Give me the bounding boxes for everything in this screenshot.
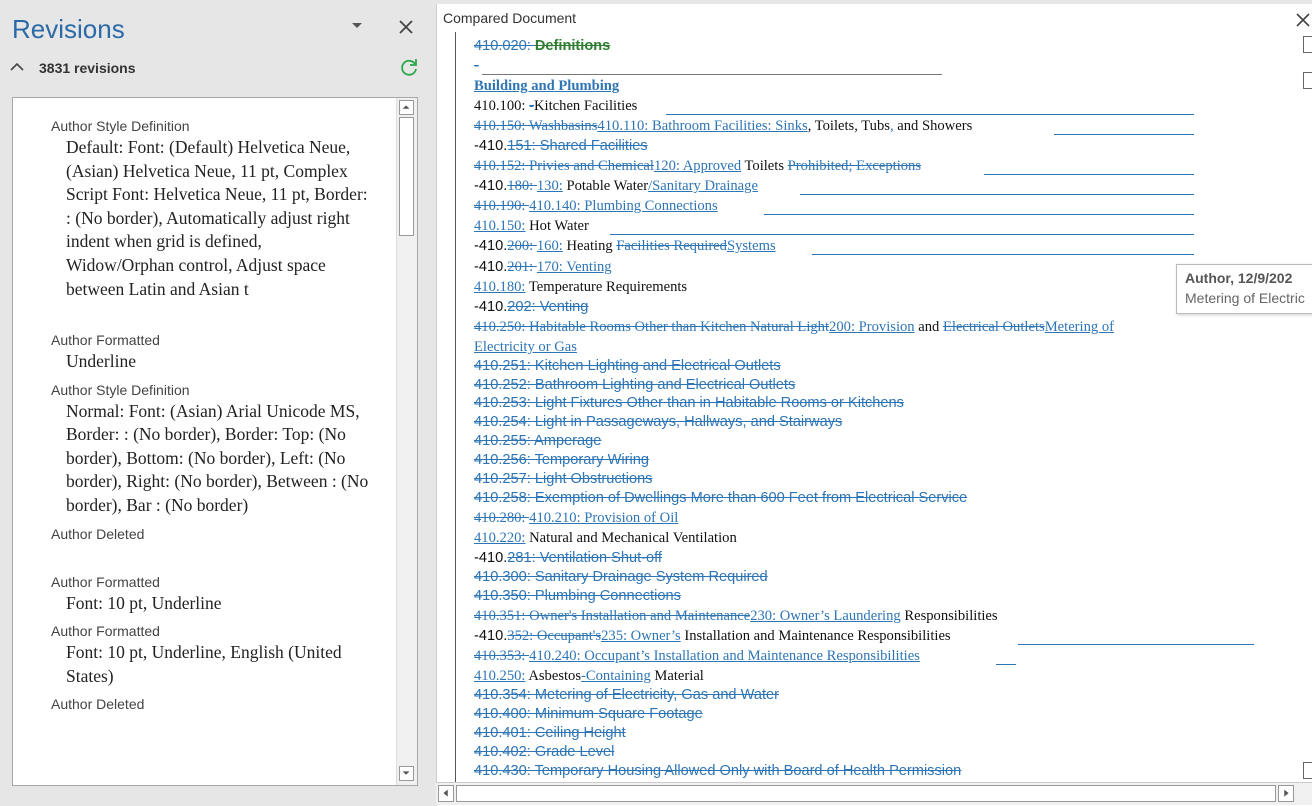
inserted-text: 410.110: Bathroom Facilities: Sinks [597, 118, 808, 134]
deleted-text: 410.150: Washbasins [474, 118, 598, 134]
doc-line [474, 761, 961, 781]
rule-line [812, 254, 1194, 255]
deleted-text: - [474, 58, 479, 74]
deleted-text: 410.250: Habitable Rooms Other than Kitchen Natural Light [474, 319, 830, 335]
revisions-list[interactable] [12, 97, 418, 786]
doc-line [474, 236, 776, 256]
collapse-chevron-icon[interactable] [8, 58, 26, 76]
doc-line [474, 257, 612, 277]
revision-author-action: Author Formatted [51, 623, 160, 640]
deleted-text: 410.020: [474, 38, 535, 54]
revision-detail: Font: 10 pt, Underline, English (United States) [66, 642, 342, 686]
deleted-text: 410.300: Sanitary Drainage System Required [474, 569, 768, 585]
deleted-text: 151: Shared Facilities [507, 138, 648, 154]
inserted-text: -Containing [581, 668, 651, 684]
inserted-text: Metering of [1044, 319, 1114, 335]
text: Natural and Mechanical Ventilation [525, 530, 737, 546]
scroll-up-icon[interactable] [399, 100, 414, 115]
revision-item[interactable] [51, 695, 371, 713]
text: Hot Water [525, 218, 589, 234]
revision-author-action: Author Style Definition [51, 381, 190, 398]
inserted-text: 410.180: [474, 279, 526, 295]
text: -410. [474, 550, 508, 566]
revision-author-action: Author Style Definition [51, 118, 190, 134]
scroll-down-icon[interactable] [1303, 762, 1312, 779]
text: Responsibilities [900, 608, 998, 624]
rule-line [1054, 134, 1194, 135]
text: Asbestos [525, 668, 582, 684]
doc-line [474, 469, 652, 489]
revision-item[interactable] [51, 117, 371, 324]
revisions-pane [0, 0, 432, 806]
document-body[interactable] [455, 32, 1276, 784]
doc-line [474, 136, 648, 156]
refresh-icon[interactable] [398, 56, 420, 78]
revision-item[interactable] [51, 622, 371, 688]
revision-detail: Underline [66, 351, 136, 371]
revision-item[interactable] [51, 331, 371, 374]
revision-detail [51, 543, 371, 573]
deleted-text: 202: Venting [507, 299, 589, 315]
text: -410. [474, 299, 508, 315]
doc-line [474, 356, 781, 376]
rule-line [996, 664, 1016, 665]
deleted-text: Facilities Required [616, 238, 727, 254]
doc-line [474, 156, 921, 176]
doc-line [474, 297, 588, 317]
deleted-text: 410.253: Light Fixtures Other than in Habitable Rooms or Kitchens [474, 395, 904, 411]
text: and [914, 319, 943, 335]
text: -410. [474, 238, 508, 254]
doc-line [474, 626, 951, 646]
inserted-text: 120: Approved [653, 158, 742, 174]
revision-tooltip [1176, 264, 1312, 314]
inserted-text: 160: [536, 238, 563, 254]
revision-item[interactable] [51, 573, 371, 616]
rule-line [482, 74, 942, 75]
deleted-text: 410.258: Exemption of Dwellings More than 600 Feet from Electrical Service [474, 490, 968, 506]
inserted-text: 235: Owner’s [601, 628, 681, 644]
doc-line [474, 76, 619, 96]
deleted-text: 410.353: [474, 648, 530, 664]
deleted-text: 410.190: [474, 198, 530, 214]
deleted-text: 410.400: Minimum Square Footage [474, 706, 703, 722]
text: -410. [474, 138, 508, 154]
scroll-up-icon[interactable] [1303, 36, 1312, 53]
revision-author-action: Author Deleted [51, 696, 145, 713]
text: Temperature Requirements [525, 279, 688, 295]
doc-line [474, 36, 610, 56]
inserted-heading: Building and Plumbing [474, 78, 620, 94]
compared-document-pane [436, 4, 1312, 806]
inserted-text: 410.220: [474, 530, 526, 546]
inserted-text: /Sanitary Drainage [648, 178, 758, 194]
scroll-down-icon[interactable] [399, 766, 414, 781]
inserted-text: 410.150: [474, 218, 526, 234]
rule-line [1018, 644, 1254, 645]
deleted-text: 410.350: Plumbing Connections [474, 588, 681, 604]
doc-line [474, 317, 1114, 337]
revisions-count: 3831 revisions [39, 60, 136, 76]
deleted-text: 410.430: Temporary Housing Allowed Only with Board of Health Permission [474, 763, 962, 779]
rule-line [764, 214, 1194, 215]
doc-line [474, 337, 577, 357]
deleted-text: 180: [507, 178, 537, 194]
revision-item[interactable] [51, 525, 371, 573]
inserted-text: Systems [726, 238, 776, 254]
revision-detail: Normal: Font: (Asian) Arial Unicode MS, Border: : (No border), Border: Top: (No border), Bottom: (No border), Left: (No border), Right: (No border), Between : (No border), Bar : (No border) [66, 400, 369, 515]
text: and Showers [893, 118, 973, 134]
deleted-text: 410.255: Amperage [474, 433, 602, 449]
inserted-text: 200: Provision [829, 319, 915, 335]
text: Installation and Maintenance Responsibilities [680, 628, 951, 644]
doc-line [474, 528, 737, 548]
compared-document-title: Compared Document [443, 10, 577, 26]
deleted-text: 281: Ventilation Shut-off [507, 550, 662, 566]
deleted-text: 410.252: Bathroom Lighting and Electrical Outlets [474, 377, 796, 393]
doc-line [474, 704, 703, 724]
rule-line [666, 114, 1194, 115]
deleted-heading: Definitions [534, 38, 611, 54]
deleted-text: Electrical Outlets [942, 319, 1045, 335]
deleted-text: 410.256: Temporary Wiring [474, 452, 649, 468]
revision-item[interactable] [51, 381, 371, 518]
inserted-text: Electricity or Gas [474, 339, 577, 355]
doc-line [474, 56, 479, 76]
doc-line [474, 176, 758, 196]
rule-line [610, 234, 1194, 235]
close-icon[interactable] [396, 17, 416, 37]
revision-author-action: Author Deleted [51, 525, 145, 542]
inserted-text: 410.240: Occupant’s Installation and Maintenance Responsibilities [529, 648, 920, 664]
rule-line [800, 194, 1194, 195]
deleted-text: 200: [507, 238, 537, 254]
doc-line [474, 606, 998, 626]
tooltip-author: Author, 12/9/202 [1185, 270, 1293, 286]
doc-line [474, 196, 718, 216]
inserted-text: 130: [536, 178, 563, 194]
scroll-thumb[interactable] [399, 117, 414, 236]
doc-line [474, 567, 768, 587]
doc-line: 410.100: -Kitchen Facilities [474, 98, 638, 114]
doc-line [474, 488, 967, 508]
deleted-text: 410.254: Light in Passageways, Hallways, and Stairways [474, 414, 843, 430]
close-compared-icon[interactable] [1295, 12, 1311, 28]
deleted-text: 410.280: [474, 510, 530, 526]
deleted-text: 410.152: Privies and Chemical [474, 158, 654, 174]
revision-author-action: Author Formatted [51, 573, 160, 590]
doc-line [474, 586, 681, 606]
doc-line [474, 723, 626, 743]
text: -410. [474, 259, 508, 275]
deleted-text: 410.257: Light Obstructions [474, 471, 653, 487]
doc-line [474, 508, 678, 528]
text: -410. [474, 628, 508, 644]
text: Toilets [741, 158, 788, 174]
deleted-text: 352: Occupant's [507, 628, 602, 644]
text: Potable Water [562, 178, 649, 194]
doc-line [474, 548, 662, 568]
revision-detail: Font: 10 pt, Underline [66, 592, 222, 613]
doc-line [474, 742, 614, 762]
pane-bottom-edge [0, 786, 432, 806]
inserted-text: , [889, 118, 894, 134]
text: Material [650, 668, 704, 684]
doc-line [474, 216, 589, 236]
deleted-text: 410.251: Kitchen Lighting and Electrical Outlets [474, 358, 781, 374]
scroll-thumb[interactable] [1303, 72, 1312, 89]
revision-detail: Default: Font: (Default) Helvetica Neue, (Asian) Helvetica Neue, 11 pt, Complex Script Font: Helvetica Neue, 11 pt, Border: : (No border), Automatically adjust right indent when grid is defined, Widow/Orphan control, Adjust space between Latin and Asian t [66, 137, 368, 299]
rule-line [984, 174, 1194, 175]
doc-line [474, 393, 904, 413]
deleted-text: 410.401: Ceiling Height [474, 725, 626, 741]
doc-line [474, 116, 972, 136]
doc-line [474, 375, 795, 395]
deleted-text: 201: [507, 259, 537, 275]
text: Kitchen Facilities [534, 98, 638, 114]
inserted-text: 410.140: Plumbing Connections [529, 198, 718, 214]
inserted-text: 410.250: [474, 668, 526, 684]
horizontal-scrollbar[interactable] [436, 782, 1312, 805]
text: Heating [562, 238, 617, 254]
inserted-text: 170: Venting [536, 259, 612, 275]
deleted-text: Prohibited; Exceptions [787, 158, 922, 174]
revisions-title: Revisions [12, 14, 125, 44]
text: 410.100: [474, 98, 530, 114]
doc-line [474, 685, 779, 705]
doc-line [474, 666, 704, 686]
doc-line [474, 450, 649, 470]
scroll-right-icon[interactable] [1278, 785, 1294, 802]
scroll-track[interactable] [456, 785, 1276, 802]
revisions-scrollbar[interactable] [396, 98, 417, 785]
deleted-text: 410.402: Grade Level [474, 744, 615, 760]
text: , Toilets, Tubs [807, 118, 890, 134]
doc-line [474, 646, 920, 666]
deleted-text: 410.354: Metering of Electricity, Gas and Water [474, 687, 779, 703]
revision-author-action: Author Formatted [51, 332, 160, 348]
inserted-text: 230: Owner’s Laundering [750, 608, 901, 624]
doc-line [474, 431, 601, 451]
doc-line [474, 412, 842, 432]
tooltip-text: Metering of Electric [1185, 290, 1305, 306]
doc-line [474, 277, 687, 297]
inserted-text: 410.210: Provision of Oil [529, 510, 679, 526]
text: -410. [474, 178, 508, 194]
pane-options-dropdown-icon[interactable] [348, 16, 366, 34]
scroll-left-icon[interactable] [438, 785, 454, 802]
deleted-text: 410.351: Owner's Installation and Maintenance [474, 608, 751, 624]
